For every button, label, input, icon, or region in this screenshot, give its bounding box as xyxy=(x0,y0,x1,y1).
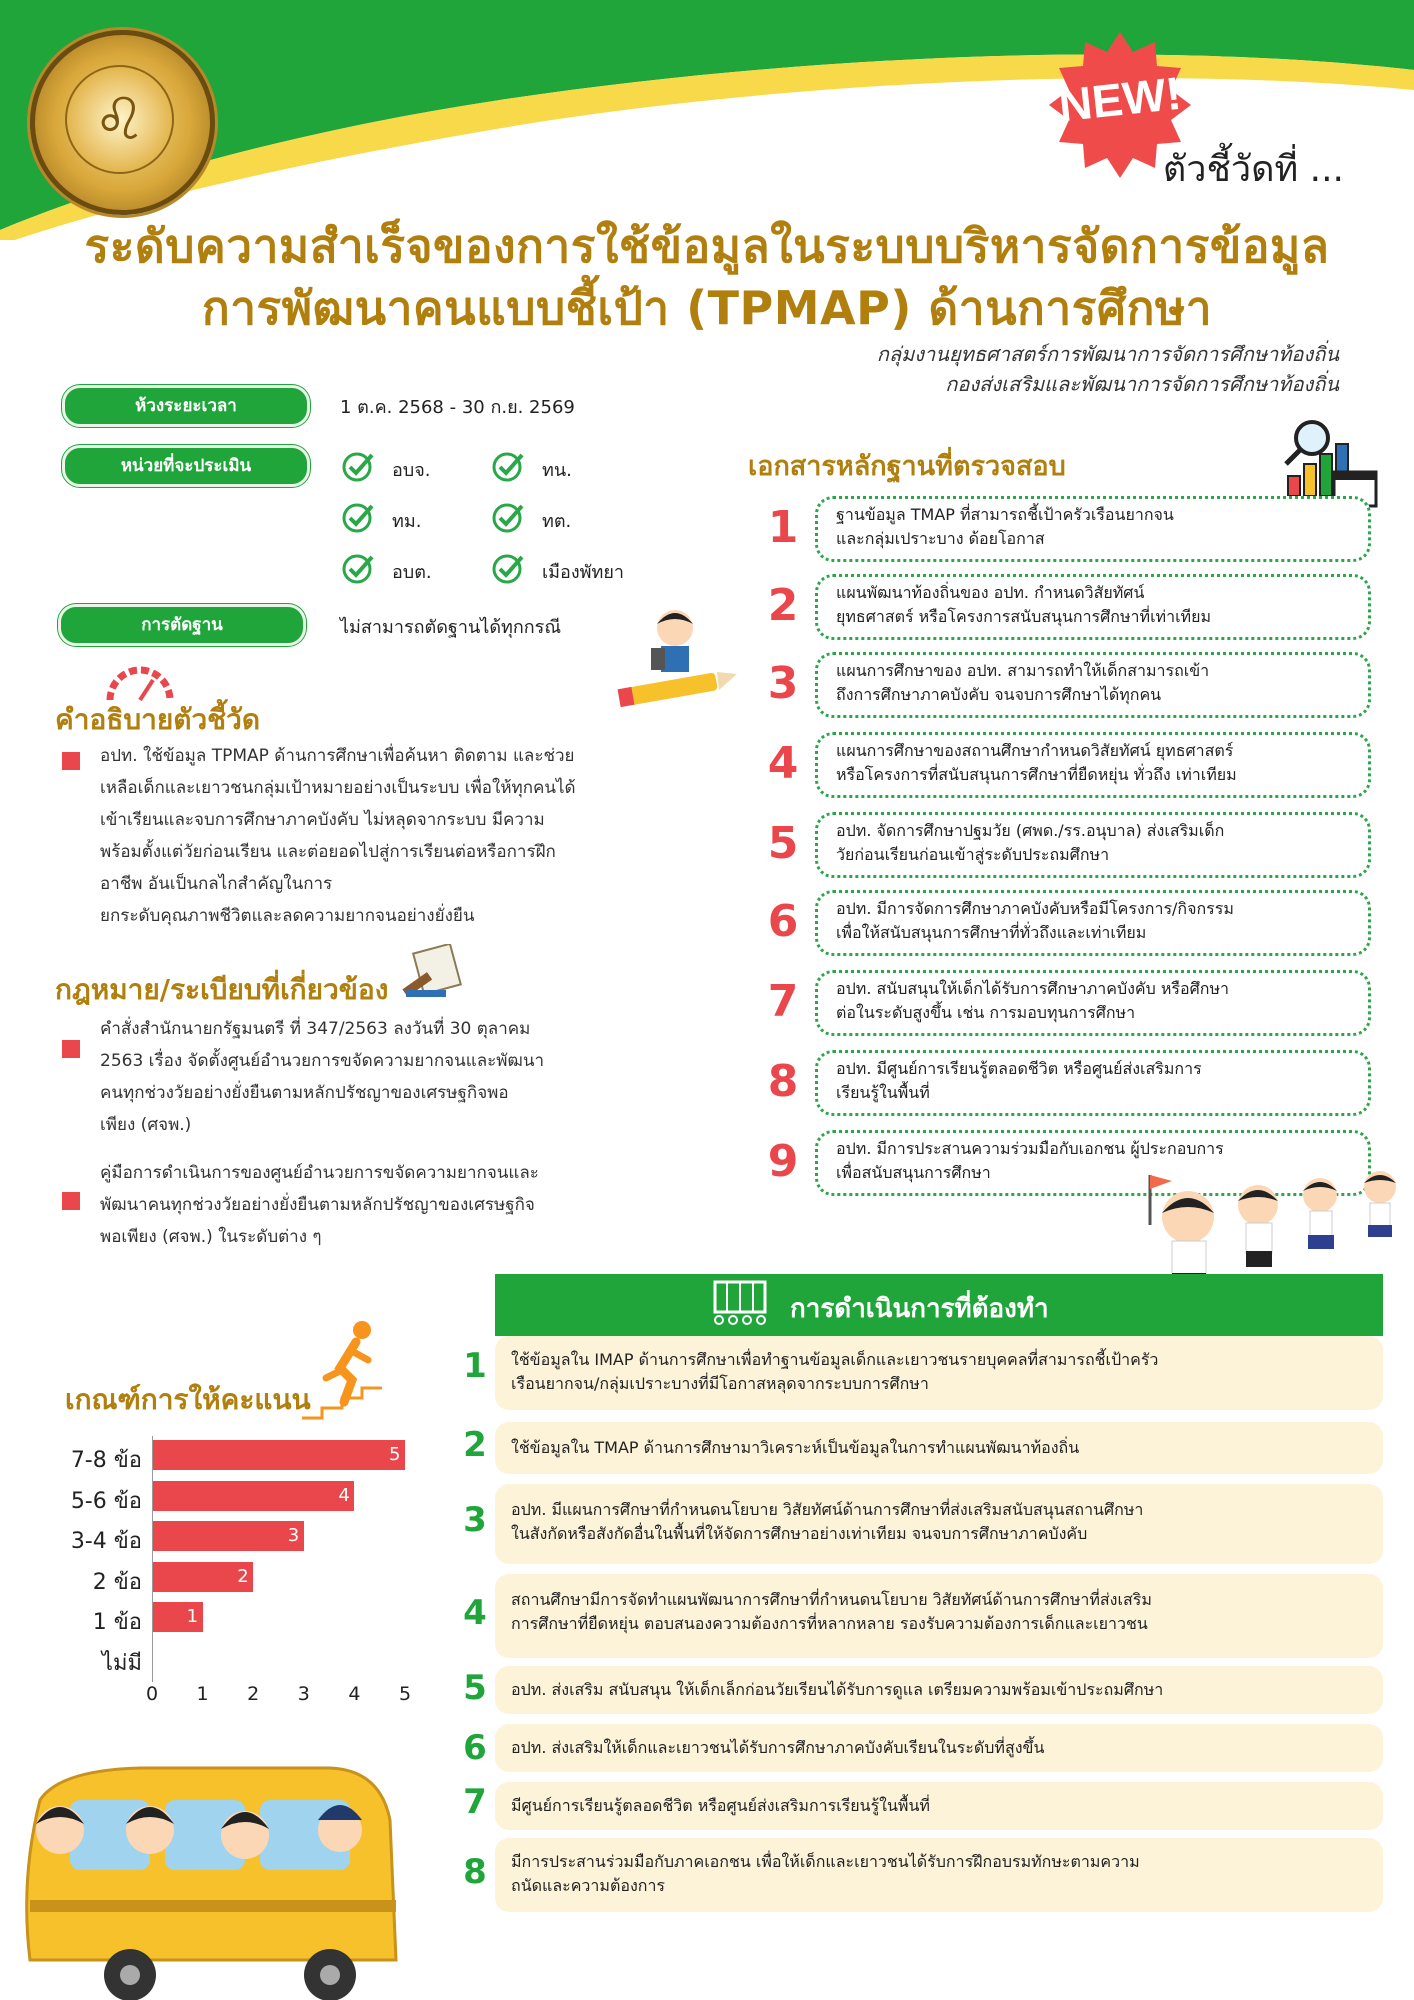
evidence-text xyxy=(836,1057,1202,1105)
evidence-item xyxy=(815,812,1371,878)
evidence-text xyxy=(836,897,1234,945)
law-line: คนทุกช่วงวัยอย่างยั่งยืนตามหลักปรัชญาของเศรษฐกิจพอ xyxy=(100,1083,509,1103)
evidence-number: 5 xyxy=(767,818,799,869)
evidence-text xyxy=(836,819,1224,867)
description-heading: คำอธิบายตัวชี้วัด xyxy=(55,703,261,736)
chart-y-axis-line xyxy=(152,1436,153,1682)
evidence-item xyxy=(815,732,1371,798)
evidence-number: 7 xyxy=(767,976,799,1027)
chart-category-label: 3-4 ข้อ xyxy=(70,1529,142,1554)
lion-emblem-icon: ♌ xyxy=(93,85,146,153)
check-icon xyxy=(342,500,376,534)
action-number: 7 xyxy=(463,1782,487,1822)
units-pill: หน่วยที่จะประเมิน xyxy=(62,445,310,487)
bullet-square xyxy=(62,752,80,770)
chart-x-tick-label: 0 xyxy=(145,1683,159,1705)
evidence-item xyxy=(815,970,1371,1036)
action-item xyxy=(495,1838,1383,1912)
action-item xyxy=(495,1574,1383,1658)
running-stairs-icon xyxy=(300,1318,384,1422)
evidence-item xyxy=(815,574,1371,640)
check-icon xyxy=(342,449,376,483)
chart-value-label: 3 xyxy=(287,1525,300,1546)
chart-value-label: 2 xyxy=(237,1565,249,1587)
check-icon xyxy=(492,551,526,585)
action-text xyxy=(511,1498,1143,1546)
action-text xyxy=(511,1850,1140,1898)
building-people-icon xyxy=(705,1278,775,1332)
unit-item: ทน. xyxy=(542,460,572,481)
evidence-text xyxy=(836,581,1211,629)
evidence-item xyxy=(815,1050,1371,1116)
evidence-line: อปท. มีการประสานความร่วมมือกับเอกชน ผู้ประกอบการ xyxy=(836,1139,1224,1158)
law-line: คำสั่งสำนักนายกรัฐมนตรี ที่ 347/2563 ลงวันที่ 30 ตุลาคม xyxy=(100,1019,531,1039)
evidence-line: เพื่อให้สนับสนุนการศึกษาที่ทั่วถึงและเท่าเทียม xyxy=(836,923,1147,942)
description-line: เหลือเด็กและเยาวชนกลุ่มเป้าหมายอย่างเป็นระบบ เพื่อให้ทุกคนได้ xyxy=(100,778,576,798)
chart-x-tick-label: 4 xyxy=(348,1683,361,1705)
cut-pill: การตัดฐาน xyxy=(58,604,306,646)
laws-heading: กฎหมาย/ระเบียบที่เกี่ยวข้อง xyxy=(55,973,389,1006)
evidence-line: เพื่อสนับสนุนการศึกษา xyxy=(836,1163,991,1182)
evidence-heading: เอกสารหลักฐานที่ตรวจสอบ xyxy=(748,451,1066,482)
department-seal-logo xyxy=(30,30,215,215)
evidence-line: อปท. มีการจัดการศึกษาภาคบังคับหรือมีโครงการ/กิจกรรม xyxy=(836,899,1234,918)
bullet-square xyxy=(62,1192,80,1210)
action-line: ในสังกัดหรือสังกัดอื่นในพื้นที่ให้จัดการศึกษาอย่างเท่าเทียม จนจบการศึกษาภาคบังคับ xyxy=(511,1524,1088,1543)
action-number: 8 xyxy=(463,1852,487,1892)
evidence-line: หรือโครงการที่สนับสนุนการศึกษาที่ยืดหยุ่น ทั่วถึง เท่าเทียม xyxy=(836,765,1237,784)
law-line: เพียง (ศจพ.) xyxy=(100,1115,192,1135)
action-text xyxy=(511,1588,1152,1636)
page-title-line2: การพัฒนาคนแบบชี้เป้า (TPMAP) ด้านการศึกษา xyxy=(201,281,1213,335)
chart-x-tick-label: 5 xyxy=(398,1683,412,1705)
description-line: เข้าเรียนและจบการศึกษาภาคบังคับ ไม่หลุดจากระบบ มีความ xyxy=(100,810,545,830)
action-line: เรือนยากจน/กลุ่มเปราะบางที่มีโอกาสหลุดจากระบบการศึกษา xyxy=(511,1374,929,1393)
chart-value-label: 5 xyxy=(389,1444,401,1465)
org-unit-line1: กลุ่มงานยุทธศาสตร์การพัฒนาการจัดการศึกษาท้องถิ่น xyxy=(876,342,1339,366)
action-text xyxy=(511,1348,1158,1396)
evidence-line: และกลุ่มเปราะบาง ด้อยโอกาส xyxy=(836,529,1045,548)
evidence-line: แผนการศึกษาของสถานศึกษากำหนดวิสัยทัศน์ ยุทธศาสตร์ xyxy=(836,741,1234,760)
indicator-number: ตัวชี้วัดที่ ... xyxy=(1162,149,1344,190)
action-line: ใช้ข้อมูลใน IMAP ด้านการศึกษาเพื่อทำฐานข้อมูลเด็กและเยาวชนรายบุคคลที่สามารถชี้เป้าครัว xyxy=(511,1350,1159,1369)
evidence-line: อปท. สนับสนุนให้เด็กได้รับการศึกษาภาคบังคับ หรือศึกษา xyxy=(836,979,1229,998)
chart-value-label: 1 xyxy=(186,1606,199,1627)
action-item xyxy=(495,1724,1383,1772)
school-bus-illustration xyxy=(0,1760,420,2000)
action-line: การศึกษาที่ยืดหยุ่น ตอบสนองความต้องการที่หลากหลาย รองรับความต้องการเด็กและเยาวชน xyxy=(511,1614,1148,1633)
action-number: 5 xyxy=(463,1668,487,1708)
action-item xyxy=(495,1336,1383,1410)
law-line: พัฒนาคนทุกช่วงวัยอย่างยั่งยืนตามหลักปรัชญาของเศรษฐกิจ xyxy=(100,1195,535,1215)
chart-bar xyxy=(152,1481,354,1511)
action-text: อปท. ส่งเสริมให้เด็กและเยาวชนได้รับการศึกษาภาคบังคับเรียนในระดับที่สูงขึ้น xyxy=(511,1738,1045,1757)
kid-on-pencil-illustration xyxy=(615,600,740,720)
action-number: 2 xyxy=(463,1425,487,1465)
action-item xyxy=(495,1484,1383,1564)
description-line: พร้อมตั้งแต่วัยก่อนเรียน และต่อยอดไปสู่การเรียนต่อหรือการฝึก xyxy=(100,842,556,862)
bullet-square xyxy=(62,1040,80,1058)
evidence-text xyxy=(836,739,1237,787)
chart-x-tick-label: 2 xyxy=(247,1683,260,1705)
evidence-line: เรียนรู้ในพื้นที่ xyxy=(836,1083,930,1102)
unit-item: อบต. xyxy=(392,562,432,583)
chart-category-label: 2 ข้อ xyxy=(92,1569,142,1595)
evidence-line: ถึงการศึกษาภาคบังคับ จนจบการศึกษาได้ทุกคน xyxy=(836,685,1162,704)
evidence-number: 8 xyxy=(767,1056,799,1107)
law-line: คู่มือการดำเนินการของศูนย์อำนวยการขจัดความยากจนและ xyxy=(100,1163,539,1183)
chart-bar xyxy=(152,1440,405,1470)
action-item xyxy=(495,1422,1383,1474)
chart-category-label: 1 ข้อ xyxy=(92,1610,142,1635)
chart-category-label: 7-8 ข้อ xyxy=(70,1448,142,1473)
action-number: 6 xyxy=(463,1728,487,1768)
gavel-document-icon xyxy=(400,944,464,1000)
chart-category-label: 5-6 ข้อ xyxy=(70,1488,142,1514)
evidence-line: ฐานข้อมูล TMAP ที่สามารถชี้เป้าครัวเรือนยากจน xyxy=(836,505,1174,524)
action-number: 3 xyxy=(463,1500,487,1540)
criteria-heading: เกณฑ์การให้คะแนน xyxy=(65,1383,311,1416)
evidence-line: แผนการศึกษาของ อปท. สามารถทำให้เด็กสามารถเข้า xyxy=(836,661,1210,680)
check-icon xyxy=(492,500,526,534)
check-icon xyxy=(342,551,376,585)
description-line: อาชีพ อันเป็นกลไกสำคัญในการ xyxy=(100,874,333,894)
chart-x-tick-label: 1 xyxy=(196,1683,209,1705)
evidence-number: 9 xyxy=(767,1136,799,1187)
unit-item: เมืองพัทยา xyxy=(542,562,625,583)
evidence-number: 1 xyxy=(767,502,799,553)
evidence-line: วัยก่อนเรียนก่อนเข้าสู่ระดับประถมศึกษา xyxy=(836,845,1110,864)
chart-x-tick-label: 3 xyxy=(297,1683,310,1705)
chart-bar xyxy=(152,1521,304,1551)
check-icon xyxy=(492,449,526,483)
evidence-number: 4 xyxy=(767,738,799,789)
action-item xyxy=(495,1666,1383,1714)
action-line: อปท. มีแผนการศึกษาที่กำหนดนโยบาย วิสัยทัศน์ด้านการศึกษาที่ส่งเสริมสนับสนุนสถานศึกษา xyxy=(511,1500,1144,1519)
evidence-line: ยุทธศาสตร์ หรือโครงการสนับสนุนการศึกษาที่เท่าเทียม xyxy=(836,607,1212,626)
law-line: 2563 เรื่อง จัดตั้งศูนย์อำนวยการขจัดความยากจนและพัฒนา xyxy=(100,1051,545,1071)
evidence-number: 3 xyxy=(767,658,799,709)
evidence-item xyxy=(815,496,1371,562)
description-line: อปท. ใช้ข้อมูล TPMAP ด้านการศึกษาเพื่อค้นหา ติดตาม และช่วย xyxy=(100,746,575,766)
evidence-line: แผนพัฒนาท้องถิ่นของ อปท. กำหนดวิสัยทัศน์ xyxy=(836,583,1145,602)
period-pill: ห้วงระยะเวลา xyxy=(62,385,310,427)
org-unit-line2: กองส่งเสริมและพัฒนาการจัดการศึกษาท้องถิ่น xyxy=(945,372,1339,396)
action-text: ใช้ข้อมูลใน TMAP ด้านการศึกษามาวิเคราะห์เป็นข้อมูลในการทำแผนพัฒนาท้องถิ่น xyxy=(511,1438,1080,1457)
unit-item: อบจ. xyxy=(392,460,431,481)
action-number: 4 xyxy=(463,1593,487,1633)
unit-item: ทม. xyxy=(392,511,422,532)
actions-heading: การดำเนินการที่ต้องทำ xyxy=(790,1294,1049,1324)
unit-item: ทต. xyxy=(542,511,572,532)
cut-value: ไม่สามารถตัดฐานได้ทุกกรณี xyxy=(340,617,562,638)
description-line: ยกระดับคุณภาพชีวิตและลดความยากจนอย่างยั่งยืน xyxy=(100,906,475,926)
action-number: 1 xyxy=(463,1346,487,1386)
evidence-line: ต่อในระดับสูงขึ้น เช่น การมอบทุนการศึกษา xyxy=(836,1003,1136,1022)
action-item xyxy=(495,1782,1383,1830)
law-line: พอเพียง (ศจพ.) ในระดับต่าง ๆ xyxy=(100,1227,322,1247)
new-badge-label: NEW! xyxy=(1056,66,1184,132)
period-value: 1 ต.ค. 2568 - 30 ก.ย. 2569 xyxy=(340,397,575,418)
evidence-text xyxy=(836,977,1229,1025)
action-line: สถานศึกษามีการจัดทำแผนพัฒนาการศึกษาที่กำหนดนโยบาย วิสัยทัศน์ด้านการศึกษาที่ส่งเสริม xyxy=(511,1590,1152,1609)
evidence-number: 2 xyxy=(767,580,799,631)
evidence-text xyxy=(836,503,1174,551)
evidence-line: อปท. มีศูนย์การเรียนรู้ตลอดชีวิต หรือศูนย์ส่งเสริมการ xyxy=(836,1059,1202,1078)
action-line: มีการประสานร่วมมือกับภาคเอกชน เพื่อให้เด็กและเยาวชนได้รับการฝึกอบรมทักษะตามความ xyxy=(511,1852,1140,1871)
evidence-text xyxy=(836,659,1209,707)
action-text: อปท. ส่งเสริม สนับสนุน ให้เด็กเล็กก่อนวัยเรียนได้รับการดูแล เตรียมความพร้อมเข้าประถมศึกษา xyxy=(511,1680,1164,1699)
evidence-number: 6 xyxy=(767,896,799,947)
evidence-line: อปท. จัดการศึกษาปฐมวัย (ศพด./รร.อนุบาล) ส่งเสริมเด็ก xyxy=(836,821,1225,840)
chart-value-label: 4 xyxy=(338,1484,350,1506)
page-title-line1: ระดับความสำเร็จของการใช้ข้อมูลในระบบบริหารจัดการข้อมูล xyxy=(84,219,1330,273)
action-text: มีศูนย์การเรียนรู้ตลอดชีวิต หรือศูนย์ส่งเสริมการเรียนรู้ในพื้นที่ xyxy=(511,1796,930,1815)
action-line: ถนัดและความต้องการ xyxy=(511,1876,666,1895)
evidence-item xyxy=(815,890,1371,956)
chart-category-label: ไม่มี xyxy=(101,1650,142,1676)
evidence-item xyxy=(815,652,1371,718)
